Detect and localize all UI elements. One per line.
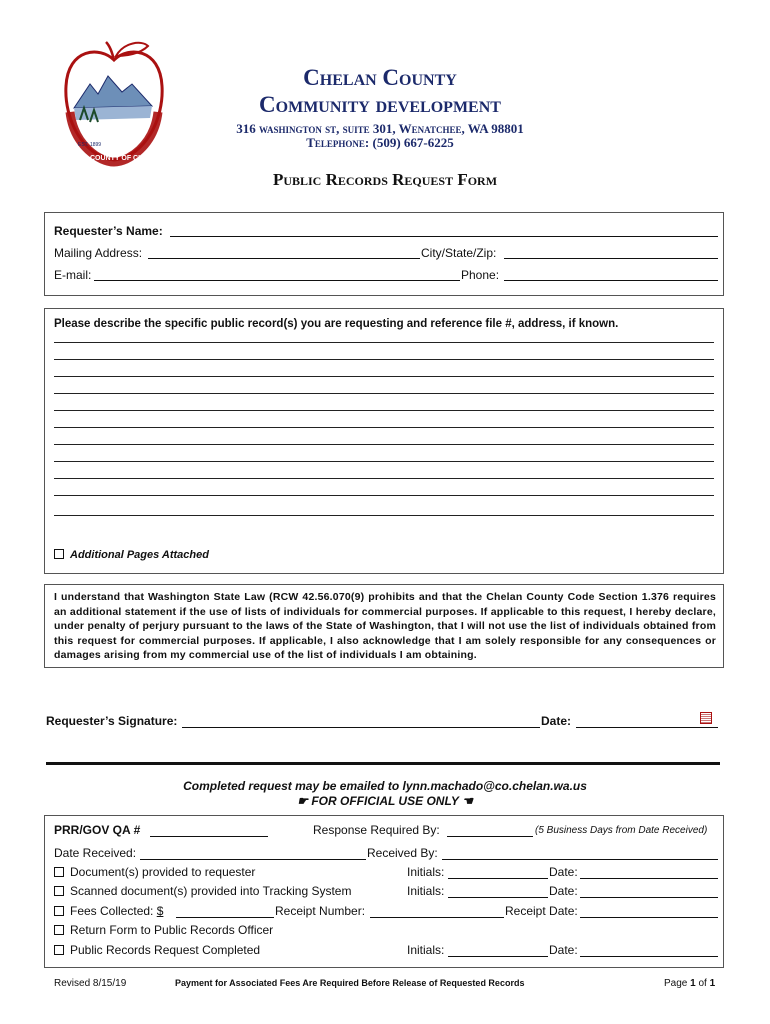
item-scanned-documents[interactable]: [54, 884, 351, 898]
description-line[interactable]: [54, 495, 714, 496]
page-indicator: [664, 978, 715, 989]
request-completed-checkbox[interactable]: [54, 945, 64, 955]
response-required-field[interactable]: [447, 836, 533, 837]
description-line[interactable]: [54, 461, 714, 462]
description-line[interactable]: [54, 410, 714, 411]
date-label: Date:: [549, 865, 578, 879]
date-label: Date:: [549, 943, 578, 957]
receipt-date-field[interactable]: [580, 917, 718, 918]
org-name-line2: Community development: [259, 92, 501, 117]
description-line[interactable]: [54, 478, 714, 479]
response-note: (5 Business Days from Date Received): [535, 825, 708, 836]
section-divider: [46, 762, 720, 765]
documents-provided-checkbox[interactable]: [54, 867, 64, 877]
initials-field[interactable]: [448, 897, 548, 898]
fees-collected-checkbox[interactable]: [54, 906, 64, 916]
return-form-label: Return Form to Public Records Officer: [70, 923, 274, 937]
initials-field[interactable]: [448, 956, 548, 957]
commercial-use-statement: I understand that Washington State Law (RCW 42.56.070(9) prohibits and that the Chelan County Code Section 1.376 requires an additional statement if the use of lists of individuals for commercial purposes. If applicable to this request, I hereby declare, under penalty of perjury pursuant to the laws of the State of Washington, that I will not use the list of individuals obtained from this request for commercial purposes. If applicable, I also acknowledge that I am solely responsible for any consequences or damages arising from my commercial use of the list of individuals I am obtaining.: [54, 591, 716, 661]
signature-label: Requester’s Signature:: [46, 714, 178, 728]
logo-est-text: EST. 1899: [78, 142, 102, 148]
official-use-heading: [0, 794, 770, 808]
scanned-documents-checkbox[interactable]: [54, 886, 64, 896]
form-title: Public Records Request Form: [272, 170, 498, 189]
page-total: 1: [709, 978, 716, 989]
receipt-number-label: Receipt Number:: [275, 904, 366, 918]
response-required-label: Response Required By:: [313, 823, 440, 837]
description-line[interactable]: [54, 342, 714, 343]
page-of: of: [698, 978, 707, 989]
documents-provided-label: Document(s) provided to requester: [70, 865, 256, 879]
mailing-address-label: Mailing Address:: [54, 246, 143, 260]
initials-label: Initials:: [407, 865, 445, 879]
prr-number-field[interactable]: [150, 836, 268, 837]
prr-number-label: PRR/GOV QA #: [54, 823, 141, 837]
org-address: 316 washington st, suite 301, Wenatchee, WA 98801: [236, 121, 524, 136]
chelan-county-apple-logo: [60, 38, 168, 168]
email-label: E-mail:: [54, 268, 92, 282]
initials-label: Initials:: [407, 943, 445, 957]
date-field[interactable]: [580, 878, 718, 879]
email-field[interactable]: [94, 280, 460, 281]
signature-date-field[interactable]: [576, 727, 718, 728]
description-line[interactable]: [54, 444, 714, 445]
item-request-completed[interactable]: [54, 943, 260, 957]
additional-pages-label: Additional Pages Attached: [70, 549, 209, 561]
signature-field[interactable]: [182, 727, 540, 728]
description-line[interactable]: [54, 359, 714, 360]
description-line[interactable]: [54, 515, 714, 516]
date-picker-icon[interactable]: [700, 712, 712, 724]
item-fees-collected[interactable]: [54, 904, 163, 918]
return-form-checkbox[interactable]: [54, 925, 64, 935]
date-field[interactable]: [580, 956, 718, 957]
additional-pages-row[interactable]: [54, 549, 209, 561]
official-use-label: FOR OFFICIAL USE ONLY: [311, 794, 459, 808]
phone-label: Phone:: [461, 268, 500, 282]
record-description-box: [44, 308, 724, 574]
date-received-field[interactable]: [140, 859, 366, 860]
pointer-left-icon: ☛: [297, 794, 312, 808]
receipt-date-label: Receipt Date:: [505, 904, 578, 918]
description-prompt: Please describe the specific public record(s) you are requesting and reference file #, address, if known.: [54, 318, 619, 330]
email-instructions: Completed request may be emailed to lynn.machado@co.chelan.wa.us: [183, 779, 587, 793]
signature-date-label: Date:: [541, 714, 572, 728]
received-by-label: Received By:: [367, 846, 438, 860]
request-completed-label: Public Records Request Completed: [70, 943, 261, 957]
requester-name-label: Requester’s Name:: [54, 224, 163, 238]
receipt-number-field[interactable]: [370, 917, 504, 918]
payment-notice: Payment for Associated Fees Are Required Before Release of Requested Records: [175, 978, 525, 988]
item-documents-provided[interactable]: [54, 865, 255, 879]
org-telephone: Telephone: (509) 667-6225: [306, 135, 454, 150]
mailing-address-field[interactable]: [148, 258, 420, 259]
date-label: Date:: [549, 884, 578, 898]
date-received-label: Date Received:: [54, 846, 137, 860]
city-state-zip-field[interactable]: [504, 258, 718, 259]
pointer-right-icon: ☚: [458, 794, 473, 808]
requester-name-field[interactable]: [170, 236, 718, 237]
fees-amount-field[interactable]: [176, 917, 274, 918]
initials-field[interactable]: [448, 878, 548, 879]
description-line[interactable]: [54, 393, 714, 394]
item-return-form[interactable]: [54, 923, 273, 937]
additional-pages-checkbox[interactable]: [54, 549, 64, 559]
initials-label: Initials:: [407, 884, 445, 898]
date-field[interactable]: [580, 897, 718, 898]
page-prefix: Page: [664, 978, 688, 989]
description-line[interactable]: [54, 427, 714, 428]
revision-date: Revised 8/15/19: [54, 978, 127, 989]
description-line[interactable]: [54, 376, 714, 377]
scanned-documents-label: Scanned document(s) provided into Tracking System: [70, 884, 352, 898]
city-state-zip-label: City/State/Zip:: [421, 246, 497, 260]
phone-field[interactable]: [504, 280, 718, 281]
org-name-line1: Chelan County: [303, 65, 457, 90]
fees-collected-label: Fees Collected:: [70, 904, 154, 918]
fees-dollar-sign: $: [156, 904, 164, 918]
received-by-field[interactable]: [442, 859, 718, 860]
page-number: 1: [690, 978, 696, 989]
logo-ring-text: COUNTY OF CHELAN: [90, 155, 163, 162]
